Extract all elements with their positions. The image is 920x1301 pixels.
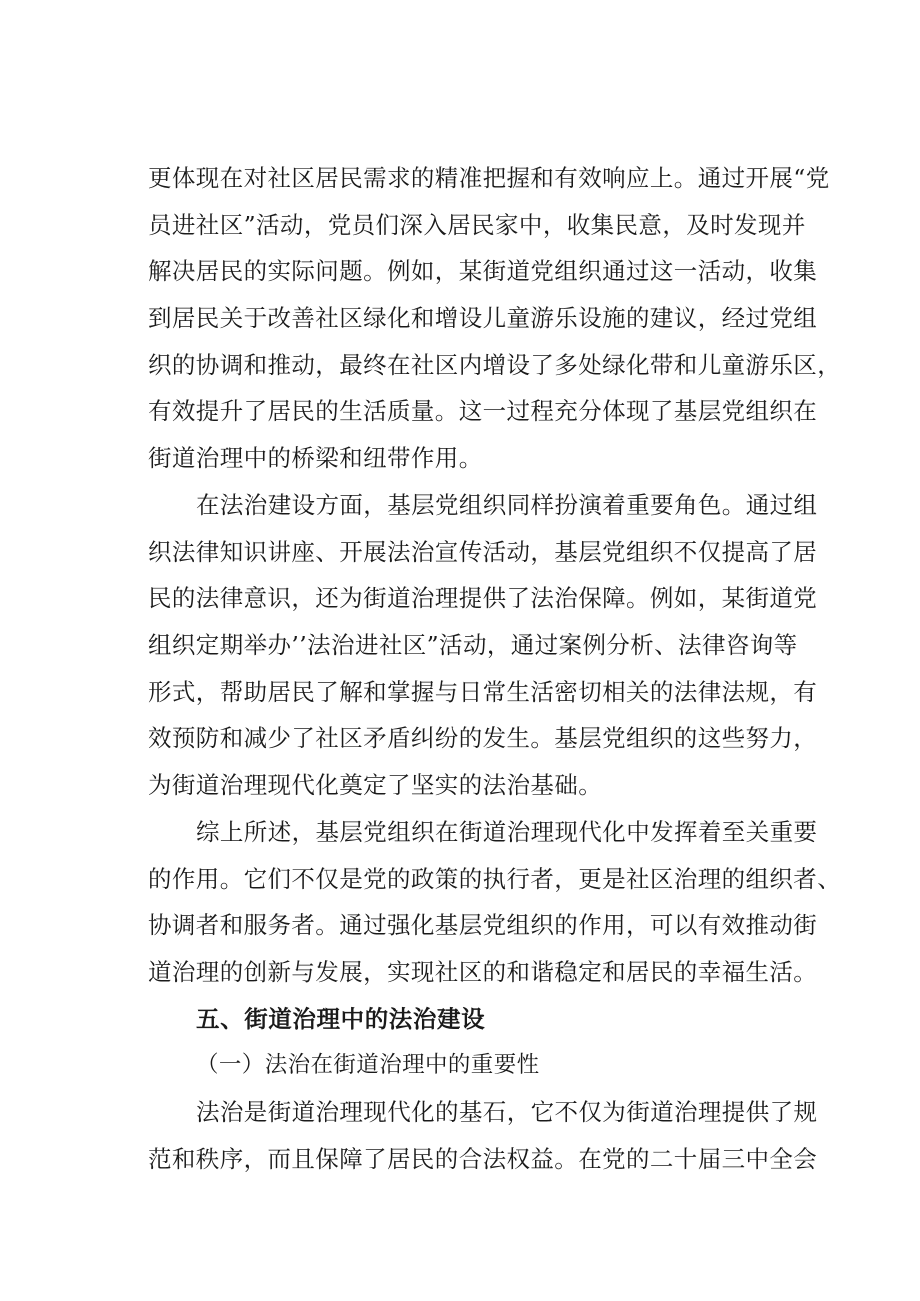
paragraph-line: 有效提升了居民的生活质量。这一过程充分体现了基层党组织在 (148, 397, 818, 425)
subsection-heading: （一）法治在街道治理中的重要性 (196, 1052, 540, 1078)
paragraph-line: 员进社区”活动，党员们深入居民家中，收集民意，及时发现并 (148, 211, 806, 239)
paragraph-line: 形式，帮助居民了解和掌握与日常生活密切相关的法律法规，有 (148, 678, 818, 706)
paragraph-line: 解决居民的实际问题。例如，某街道党组织通过这一活动，收集 (148, 257, 818, 285)
paragraph-line: 组织定期举办’’法治进社区”活动，通过案例分析、法律咨询等 (148, 631, 798, 659)
paragraph-first-line: 法治是街道治理现代化的基石，它不仅为街道治理提供了规 (196, 1098, 818, 1126)
paragraph-line: 更体现在对社区居民需求的精准把握和有效响应上。通过开展“党 (148, 164, 830, 192)
paragraph-first-line: 综上所述，基层党组织在街道治理现代化中发挥着至关重要 (196, 818, 818, 846)
paragraph-line: 织法律知识讲座、开展法治宣传活动，基层党组织不仅提高了居 (148, 538, 818, 566)
paragraph-line: 民的法律意识，还为街道治理提供了法治保障。例如，某街道党 (148, 584, 818, 612)
paragraph-line: 织的协调和推动，最终在社区内增设了多处绿化带和儿童游乐区， (148, 351, 842, 379)
paragraph-line: 到居民关于改善社区绿化和增设儿童游乐设施的建议，经过党组 (148, 304, 818, 332)
paragraph-line: 效预防和减少了社区矛盾纠纷的发生。基层党组织的这些努力， (148, 724, 818, 752)
paragraph-first-line: 在法治建设方面，基层党组织同样扮演着重要角色。通过组 (196, 491, 818, 519)
paragraph-line: 的作用。它们不仅是党的政策的执行者，更是社区治理的组织者、 (148, 865, 842, 893)
paragraph-line: 范和秩序，而且保障了居民的合法权益。在党的二十届三中全会 (148, 1145, 818, 1173)
section-heading: 五、街道治理中的法治建设 (196, 1005, 486, 1033)
paragraph-line: 道治理的创新与发展，实现社区的和谐稳定和居民的幸福生活。 (148, 958, 818, 986)
paragraph-line: 为街道治理现代化奠定了坚实的法治基础。 (148, 771, 603, 799)
paragraph-line: 街道治理中的桥梁和纽带作用。 (148, 444, 483, 472)
paragraph-line: 协调者和服务者。通过强化基层党组织的作用，可以有效推动街 (148, 911, 818, 939)
